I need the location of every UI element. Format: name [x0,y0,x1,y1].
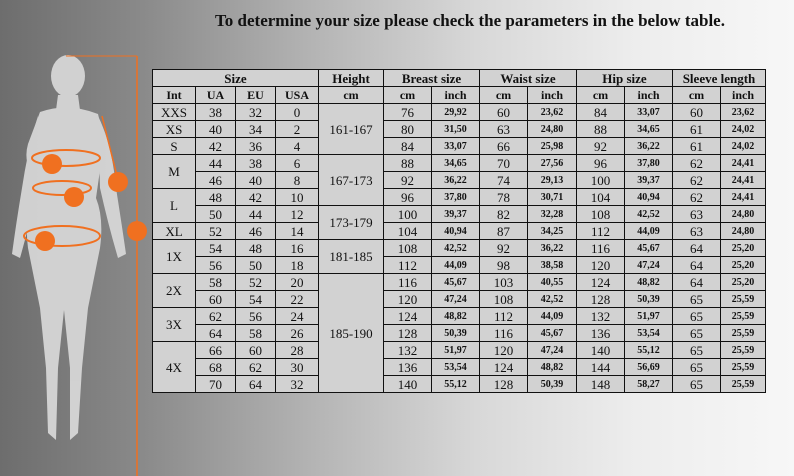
bcm-cell: 140 [384,376,432,393]
scm-cell: 65 [673,376,721,393]
sinch-cell: 24,80 [721,223,766,240]
ua-cell: 50 [196,206,236,223]
int-size-cell: XXS [153,104,196,121]
binch-cell: 50,39 [432,325,480,342]
wcm-cell: 103 [480,274,528,291]
header-breast-inch: inch [432,87,480,104]
binch-cell: 45,67 [432,274,480,291]
binch-cell: 34,65 [432,155,480,172]
table-row [153,155,766,172]
table-row [153,274,766,291]
usa-cell: 24 [276,308,319,325]
hinch-cell: 33,07 [625,104,673,121]
sinch-cell: 24,41 [721,189,766,206]
binch-cell: 47,24 [432,291,480,308]
height-range-cell: 161-167 [319,104,384,155]
wcm-cell: 92 [480,240,528,257]
eu-cell: 48 [236,240,276,257]
ua-cell: 60 [196,291,236,308]
scm-cell: 64 [673,257,721,274]
winch-cell: 34,25 [528,223,577,240]
binch-cell: 55,12 [432,376,480,393]
bcm-cell: 92 [384,172,432,189]
eu-cell: 58 [236,325,276,342]
wcm-cell: 60 [480,104,528,121]
winch-cell: 36,22 [528,240,577,257]
hcm-cell: 100 [577,172,625,189]
hcm-cell: 88 [577,121,625,138]
header-waist: Waist size [480,70,577,87]
usa-cell: 32 [276,376,319,393]
eu-cell: 54 [236,291,276,308]
winch-cell: 29,13 [528,172,577,189]
int-size-cell: 1X [153,240,196,274]
bcm-cell: 124 [384,308,432,325]
ua-cell: 46 [196,172,236,189]
sinch-cell: 24,02 [721,121,766,138]
winch-cell: 48,82 [528,359,577,376]
eu-cell: 34 [236,121,276,138]
height-range-cell: 173-179 [319,206,384,240]
hinch-cell: 42,52 [625,206,673,223]
winch-cell: 47,24 [528,342,577,359]
ua-cell: 70 [196,376,236,393]
hinch-cell: 40,94 [625,189,673,206]
winch-cell: 42,52 [528,291,577,308]
table-row [153,257,766,274]
wcm-cell: 66 [480,138,528,155]
header-size: Size [153,70,319,87]
hcm-cell: 136 [577,325,625,342]
winch-cell: 44,09 [528,308,577,325]
binch-cell: 37,80 [432,189,480,206]
table-row [153,240,766,257]
binch-cell: 53,54 [432,359,480,376]
ua-cell: 44 [196,155,236,172]
hinch-cell: 45,67 [625,240,673,257]
hinch-cell: 53,54 [625,325,673,342]
bcm-cell: 84 [384,138,432,155]
eu-cell: 64 [236,376,276,393]
eu-cell: 38 [236,155,276,172]
hinch-cell: 55,12 [625,342,673,359]
scm-cell: 65 [673,308,721,325]
header-usa: USA [276,87,319,104]
bcm-cell: 104 [384,223,432,240]
sinch-cell: 23,62 [721,104,766,121]
table-row [153,308,766,325]
usa-cell: 10 [276,189,319,206]
usa-cell: 4 [276,138,319,155]
hcm-cell: 92 [577,138,625,155]
hcm-cell: 84 [577,104,625,121]
binch-cell: 42,52 [432,240,480,257]
usa-cell: 0 [276,104,319,121]
height-range-cell: 185-190 [319,274,384,393]
sinch-cell: 25,20 [721,274,766,291]
hinch-cell: 36,22 [625,138,673,155]
table-row [153,206,766,223]
scm-cell: 64 [673,240,721,257]
height-range-cell: 181-185 [319,240,384,274]
scm-cell: 61 [673,121,721,138]
sinch-cell: 25,59 [721,342,766,359]
wcm-cell: 87 [480,223,528,240]
sinch-cell: 24,80 [721,206,766,223]
eu-cell: 46 [236,223,276,240]
binch-cell: 39,37 [432,206,480,223]
header-waist-cm: cm [480,87,528,104]
scm-cell: 65 [673,359,721,376]
wcm-cell: 82 [480,206,528,223]
waist-marker [64,187,84,207]
binch-cell: 48,82 [432,308,480,325]
binch-cell: 29,92 [432,104,480,121]
int-size-cell: M [153,155,196,189]
table-row [153,172,766,189]
binch-cell: 44,09 [432,257,480,274]
hinch-cell: 47,24 [625,257,673,274]
sinch-cell: 25,59 [721,325,766,342]
ua-cell: 38 [196,104,236,121]
hinch-cell: 51,97 [625,308,673,325]
int-size-cell: 3X [153,308,196,342]
usa-cell: 12 [276,206,319,223]
header-waist-inch: inch [528,87,577,104]
table-row [153,325,766,342]
usa-cell: 30 [276,359,319,376]
bcm-cell: 128 [384,325,432,342]
height-marker [127,221,147,241]
usa-cell: 14 [276,223,319,240]
eu-cell: 60 [236,342,276,359]
header-breast-cm: cm [384,87,432,104]
header-int: Int [153,87,196,104]
bcm-cell: 120 [384,291,432,308]
table-row [153,359,766,376]
scm-cell: 63 [673,206,721,223]
winch-cell: 50,39 [528,376,577,393]
scm-cell: 64 [673,274,721,291]
scm-cell: 62 [673,189,721,206]
sinch-cell: 25,59 [721,308,766,325]
bcm-cell: 96 [384,189,432,206]
eu-cell: 40 [236,172,276,189]
ua-cell: 42 [196,138,236,155]
header-sleeve: Sleeve length [673,70,766,87]
hcm-cell: 108 [577,206,625,223]
hinch-cell: 34,65 [625,121,673,138]
table-row [153,291,766,308]
wcm-cell: 124 [480,359,528,376]
winch-cell: 32,28 [528,206,577,223]
usa-cell: 22 [276,291,319,308]
int-size-cell: XL [153,223,196,240]
eu-cell: 52 [236,274,276,291]
bcm-cell: 100 [384,206,432,223]
ua-cell: 58 [196,274,236,291]
header-hip-cm: cm [577,87,625,104]
table-row [153,104,766,121]
binch-cell: 40,94 [432,223,480,240]
usa-cell: 2 [276,121,319,138]
winch-cell: 40,55 [528,274,577,291]
ua-cell: 62 [196,308,236,325]
ua-cell: 64 [196,325,236,342]
hcm-cell: 116 [577,240,625,257]
winch-cell: 45,67 [528,325,577,342]
bcm-cell: 112 [384,257,432,274]
hip-marker [35,231,55,251]
sinch-cell: 25,59 [721,291,766,308]
sinch-cell: 24,41 [721,172,766,189]
wcm-cell: 128 [480,376,528,393]
table-row [153,342,766,359]
header-row-group [153,70,766,87]
hinch-cell: 48,82 [625,274,673,291]
table-row [153,138,766,155]
usa-cell: 20 [276,274,319,291]
bcm-cell: 132 [384,342,432,359]
scm-cell: 61 [673,138,721,155]
hcm-cell: 96 [577,155,625,172]
int-size-cell: 2X [153,274,196,308]
sinch-cell: 25,20 [721,257,766,274]
header-height: Height [319,70,384,87]
ua-cell: 66 [196,342,236,359]
scm-cell: 65 [673,291,721,308]
winch-cell: 24,80 [528,121,577,138]
winch-cell: 38,58 [528,257,577,274]
binch-cell: 31,50 [432,121,480,138]
ua-cell: 40 [196,121,236,138]
usa-cell: 6 [276,155,319,172]
woman-silhouette-icon [12,55,126,440]
int-size-cell: L [153,189,196,223]
bcm-cell: 76 [384,104,432,121]
usa-cell: 28 [276,342,319,359]
sinch-cell: 25,59 [721,376,766,393]
breast-marker [42,154,62,174]
sinch-cell: 25,20 [721,240,766,257]
scm-cell: 63 [673,223,721,240]
wcm-cell: 120 [480,342,528,359]
bcm-cell: 108 [384,240,432,257]
eu-cell: 32 [236,104,276,121]
eu-cell: 36 [236,138,276,155]
winch-cell: 30,71 [528,189,577,206]
size-table [152,69,766,393]
hcm-cell: 112 [577,223,625,240]
hcm-cell: 148 [577,376,625,393]
eu-cell: 44 [236,206,276,223]
hinch-cell: 50,39 [625,291,673,308]
sinch-cell: 24,02 [721,138,766,155]
usa-cell: 26 [276,325,319,342]
header-hip-inch: inch [625,87,673,104]
winch-cell: 25,98 [528,138,577,155]
header-hip: Hip size [577,70,673,87]
int-size-cell: XS [153,121,196,138]
height-range-cell: 167-173 [319,155,384,206]
page-title: To determine your size please check the parameters in the below table. [215,11,725,30]
hcm-cell: 124 [577,274,625,291]
eu-cell: 50 [236,257,276,274]
winch-cell: 23,62 [528,104,577,121]
header-sleeve-inch: inch [721,87,766,104]
hinch-cell: 56,69 [625,359,673,376]
ua-cell: 56 [196,257,236,274]
wcm-cell: 108 [480,291,528,308]
hcm-cell: 132 [577,308,625,325]
sinch-cell: 24,41 [721,155,766,172]
table-row [153,223,766,240]
bcm-cell: 80 [384,121,432,138]
hcm-cell: 144 [577,359,625,376]
table-row [153,376,766,393]
scm-cell: 62 [673,172,721,189]
hinch-cell: 37,80 [625,155,673,172]
eu-cell: 62 [236,359,276,376]
int-size-cell: 4X [153,342,196,393]
ua-cell: 52 [196,223,236,240]
eu-cell: 42 [236,189,276,206]
hinch-cell: 58,27 [625,376,673,393]
scm-cell: 60 [673,104,721,121]
body-measurement-figure [0,48,150,476]
ua-cell: 48 [196,189,236,206]
usa-cell: 16 [276,240,319,257]
header-eu: EU [236,87,276,104]
hinch-cell: 39,37 [625,172,673,189]
wcm-cell: 98 [480,257,528,274]
hcm-cell: 120 [577,257,625,274]
wcm-cell: 74 [480,172,528,189]
eu-cell: 56 [236,308,276,325]
usa-cell: 18 [276,257,319,274]
sleeve-marker [108,172,128,192]
binch-cell: 51,97 [432,342,480,359]
winch-cell: 27,56 [528,155,577,172]
scm-cell: 65 [673,342,721,359]
scm-cell: 65 [673,325,721,342]
wcm-cell: 78 [480,189,528,206]
header-ua: UA [196,87,236,104]
size-table-body [153,70,766,393]
header-sleeve-cm: cm [673,87,721,104]
scm-cell: 62 [673,155,721,172]
hcm-cell: 128 [577,291,625,308]
hinch-cell: 44,09 [625,223,673,240]
bcm-cell: 116 [384,274,432,291]
wcm-cell: 116 [480,325,528,342]
hcm-cell: 104 [577,189,625,206]
header-breast: Breast size [384,70,480,87]
table-row [153,121,766,138]
table-row [153,189,766,206]
bcm-cell: 136 [384,359,432,376]
int-size-cell: S [153,138,196,155]
ua-cell: 68 [196,359,236,376]
usa-cell: 8 [276,172,319,189]
ua-cell: 54 [196,240,236,257]
header-row-units [153,87,766,104]
wcm-cell: 112 [480,308,528,325]
binch-cell: 33,07 [432,138,480,155]
hcm-cell: 140 [577,342,625,359]
header-height-unit: cm [319,87,384,104]
bcm-cell: 88 [384,155,432,172]
sinch-cell: 25,59 [721,359,766,376]
wcm-cell: 70 [480,155,528,172]
binch-cell: 36,22 [432,172,480,189]
wcm-cell: 63 [480,121,528,138]
